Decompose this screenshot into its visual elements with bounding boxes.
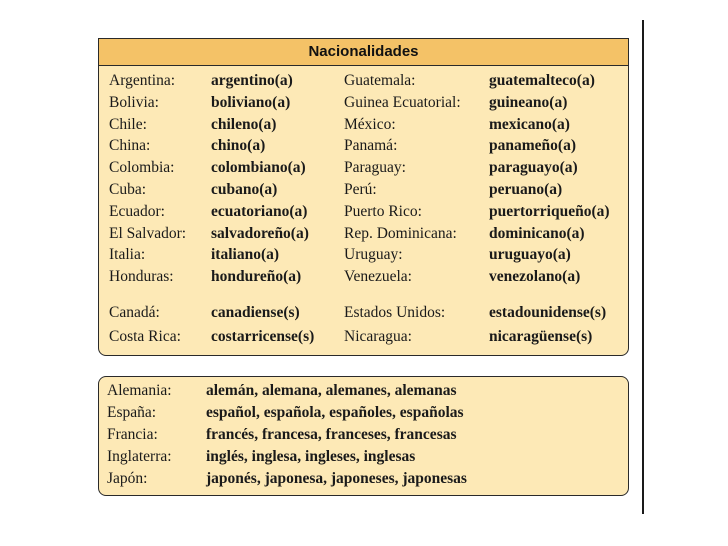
country-label: Uruguay: xyxy=(344,246,403,264)
country-label: Japón: xyxy=(107,470,148,487)
nationality-label: paraguayo(a) xyxy=(489,159,578,177)
country-label: Paraguay: xyxy=(344,159,406,177)
country-label: Alemania: xyxy=(107,382,172,399)
nationality-label: estadounidense(s) xyxy=(489,304,607,321)
nationality-forms: japonés, japonesa, japoneses, japonesas xyxy=(206,470,467,487)
nationality-label: boliviano(a) xyxy=(211,93,291,111)
europe-asia-table xyxy=(98,376,629,496)
nationality-label: salvadoreño(a) xyxy=(211,224,309,242)
nationality-label: guineano(a) xyxy=(489,93,568,111)
country-label: Nicaragua: xyxy=(344,328,412,345)
country-label: Chile: xyxy=(109,115,147,133)
nationality-label: peruano(a) xyxy=(489,181,563,198)
country-label: Costa Rica: xyxy=(109,328,181,345)
country-label: México: xyxy=(344,115,396,133)
nationality-label: argentino(a) xyxy=(211,72,293,89)
nationality-label: colombiano(a) xyxy=(211,159,306,177)
country-label: Rep. Dominicana: xyxy=(344,224,457,242)
country-label: Inglaterra: xyxy=(107,448,172,465)
nationality-label: panameño(a) xyxy=(489,137,576,155)
country-label: China: xyxy=(109,137,151,155)
country-label: Colombia: xyxy=(109,159,175,177)
nationality-label: ecuatoriano(a) xyxy=(211,202,308,220)
country-label: El Salvador: xyxy=(109,224,187,242)
nationality-label: guatemalteco(a) xyxy=(489,72,595,89)
country-label: Canadá: xyxy=(109,304,160,321)
nationality-label: mexicano(a) xyxy=(489,115,570,133)
country-label: Honduras: xyxy=(109,268,174,286)
nationality-label: puertorriqueño(a) xyxy=(489,202,610,220)
nationality-label: costarricense(s) xyxy=(211,328,315,345)
country-label: Bolivia: xyxy=(109,93,159,111)
nationalities-table xyxy=(98,38,629,356)
country-label: Perú: xyxy=(344,181,377,198)
nationality-label: dominicano(a) xyxy=(489,224,585,242)
country-label: Puerto Rico: xyxy=(344,202,422,220)
table-title: Nacionalidades xyxy=(99,39,628,66)
country-label: Ecuador: xyxy=(109,202,165,220)
country-label: Italia: xyxy=(109,246,146,264)
country-label: Estados Unidos: xyxy=(344,304,446,321)
country-label: Cuba: xyxy=(109,181,147,198)
nationality-label: chileno(a) xyxy=(211,115,277,133)
nationality-label: chino(a) xyxy=(211,137,266,155)
country-label: Francia: xyxy=(107,426,158,443)
nationality-label: italiano(a) xyxy=(211,246,280,264)
nationality-forms: inglés, inglesa, ingleses, inglesas xyxy=(206,448,416,465)
country-label: Guatemala: xyxy=(344,72,416,89)
nationality-forms: español, española, españoles, españolas xyxy=(206,404,464,421)
country-label: Argentina: xyxy=(109,72,176,89)
nationality-label: hondureño(a) xyxy=(211,268,302,286)
country-label: España: xyxy=(107,404,157,421)
nationality-label: canadiense(s) xyxy=(211,304,300,321)
country-label: Panamá: xyxy=(344,137,398,155)
nationality-label: nicaragüense(s) xyxy=(489,328,593,345)
nationality-forms: francés, francesa, franceses, francesas xyxy=(206,426,457,443)
country-label: Venezuela: xyxy=(344,268,412,286)
nationality-label: uruguayo(a) xyxy=(489,246,571,264)
nationality-forms: alemán, alemana, alemanes, alemanas xyxy=(206,382,457,399)
nationality-label: venezolano(a) xyxy=(489,268,581,286)
country-label: Guinea Ecuatorial: xyxy=(344,93,461,111)
page-divider-line xyxy=(642,20,644,514)
nationality-label: cubano(a) xyxy=(211,181,278,198)
